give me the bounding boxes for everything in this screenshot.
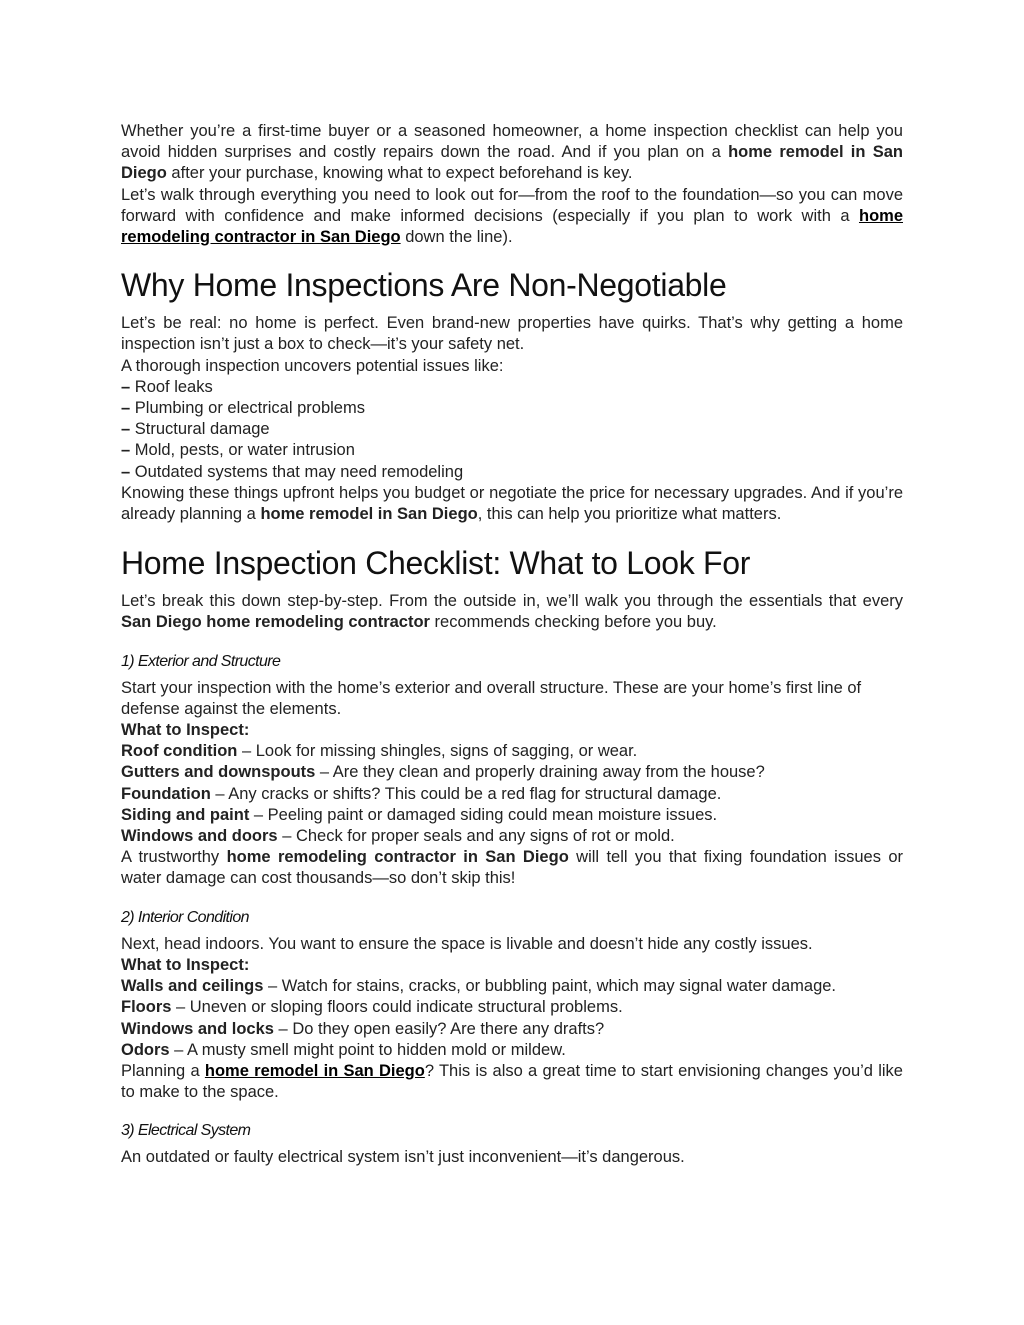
what-to-inspect-label (121, 720, 903, 741)
what-label-text: What to Inspect: (121, 721, 250, 740)
dash-bullet: – (121, 377, 131, 396)
section1-paragraph-1: Let’s be real: no home is perfect. Even brand-new properties have quirks. That’s why getting a home inspection isn’t just a box to check—it’s your safety net. (121, 314, 903, 354)
exterior-item (121, 741, 903, 762)
item-desc: – Any cracks or shifts? This could be a red flag for structural damage. (210, 784, 722, 803)
list-item-text: Mold, pests, or water intrusion (134, 441, 355, 460)
list-item-text: Plumbing or electrical problems (134, 399, 365, 418)
body-text: , this can help you prioritize what matters. (477, 505, 782, 524)
list-item-text: Outdated systems that may need remodeling (134, 462, 464, 481)
item-term: Siding and paint (121, 805, 250, 824)
exterior-item (121, 805, 903, 826)
item-desc: – Check for proper seals and any signs of rot or mold. (277, 827, 675, 846)
list-item (121, 377, 903, 398)
subheading-exterior: 1) Exterior and Structure (121, 652, 281, 670)
what-label-text: What to Inspect: (121, 955, 250, 974)
intro-paragraph-1 (121, 121, 903, 185)
body-text: Knowing these things upfront helps you budget or negotiate the price for necessary upgrades. And if you’re already planning a (121, 483, 903, 524)
issues-list (121, 377, 903, 483)
list-item-text: Structural damage (134, 420, 270, 439)
item-desc: – Peeling paint or damaged siding could mean moisture issues. (249, 805, 718, 824)
interior-item (121, 1040, 903, 1061)
list-item (121, 398, 903, 419)
exterior-item (121, 784, 903, 805)
item-term: Walls and ceilings (121, 977, 264, 996)
item-desc: – Uneven or sloping floors could indicate structural problems. (171, 998, 623, 1017)
section2-paragraph-1 (121, 591, 903, 633)
contractor-link[interactable]: home remodeling contractor in San Diego (121, 206, 903, 247)
subheading-interior: 2) Interior Condition (121, 908, 249, 926)
exterior-item (121, 826, 903, 847)
body-text: recommends checking before you buy. (429, 613, 717, 632)
list-item (121, 462, 903, 483)
body-text: A trustworthy (121, 848, 227, 867)
interior-item (121, 976, 903, 997)
exterior-item (121, 762, 903, 783)
remodel-link[interactable]: home remodel in San Diego (204, 1061, 425, 1080)
item-term: Roof condition (121, 742, 238, 761)
bold-keyword: home remodel in San Diego (260, 505, 478, 524)
intro-text: Let’s walk through everything you need to look out for—from the roof to the foundation—so you can move forward with confidence and make informed decisions (especially if you plan to work with a (121, 185, 903, 225)
dash-bullet: – (121, 420, 131, 439)
item-desc: – A musty smell might point to hidden mold or mildew. (169, 1040, 566, 1059)
bold-keyword: home remodeling contractor in San Diego (226, 848, 569, 867)
exterior-intro: Start your inspection with the home’s exterior and overall structure. These are your home’s first line of defense against the elements. (121, 678, 862, 718)
interior-item (121, 1019, 903, 1040)
bold-keyword: San Diego home remodeling contractor (121, 613, 430, 632)
item-term: Floors (121, 998, 172, 1017)
dash-bullet: – (121, 462, 131, 481)
section-heading-checklist: Home Inspection Checklist: What to Look For (121, 545, 751, 582)
dash-bullet: – (121, 441, 131, 460)
intro-text: Whether you’re a first-time buyer or a seasoned homeowner, a home inspection checklist can help you avoid hidden surprises and costly repairs down the road. And if you plan on a (121, 122, 903, 162)
body-text: Planning a (121, 1061, 205, 1080)
item-term: Windows and locks (121, 1019, 274, 1038)
item-term: Foundation (121, 784, 211, 803)
dash-bullet: – (121, 399, 131, 418)
item-desc: – Are they clean and properly draining away from the house? (315, 763, 765, 782)
intro-text: down the line). (400, 228, 513, 247)
electrical-intro: An outdated or faulty electrical system isn’t just inconvenient—it’s dangerous. (121, 1148, 685, 1167)
body-text: Let’s break this down step-by-step. From the outside in, we’ll walk you through the essentials that every (121, 592, 903, 611)
item-term: Odors (121, 1040, 170, 1059)
body-text: will tell you that fixing foundation issues or water damage can cost thousands—so don’t skip this! (121, 848, 904, 888)
intro-text: after your purchase, knowing what to expect beforehand is key. (166, 164, 633, 183)
interior-item (121, 997, 903, 1018)
what-to-inspect-label (121, 955, 903, 976)
section-heading-why-inspections: Why Home Inspections Are Non-Negotiable (121, 267, 727, 304)
bold-keyword: home remodel in San Diego (121, 143, 903, 183)
subheading-electrical: 3) Electrical System (121, 1122, 251, 1140)
list-item (121, 440, 903, 461)
interior-closing (121, 1061, 903, 1103)
intro-paragraph-2 (121, 185, 903, 249)
document-page (121, 121, 903, 1169)
interior-intro: Next, head indoors. You want to ensure the space is livable and doesn’t hide any costly issues. (121, 934, 813, 953)
item-desc: – Do they open easily? Are there any drafts? (273, 1019, 605, 1038)
list-item (121, 419, 903, 440)
item-term: Windows and doors (121, 827, 278, 846)
item-desc: – Look for missing shingles, signs of sagging, or wear. (237, 742, 638, 761)
exterior-closing (121, 847, 903, 889)
body-text: ? This is also a great time to start envisioning changes you’d like to make to the space. (121, 1061, 903, 1102)
item-desc: – Watch for stains, cracks, or bubbling paint, which may signal water damage. (263, 977, 837, 996)
item-term: Gutters and downspouts (121, 763, 316, 782)
list-item-text: Roof leaks (134, 377, 213, 396)
section1-paragraph-3 (121, 483, 903, 525)
section1-paragraph-2: A thorough inspection uncovers potential issues like: (121, 356, 504, 375)
